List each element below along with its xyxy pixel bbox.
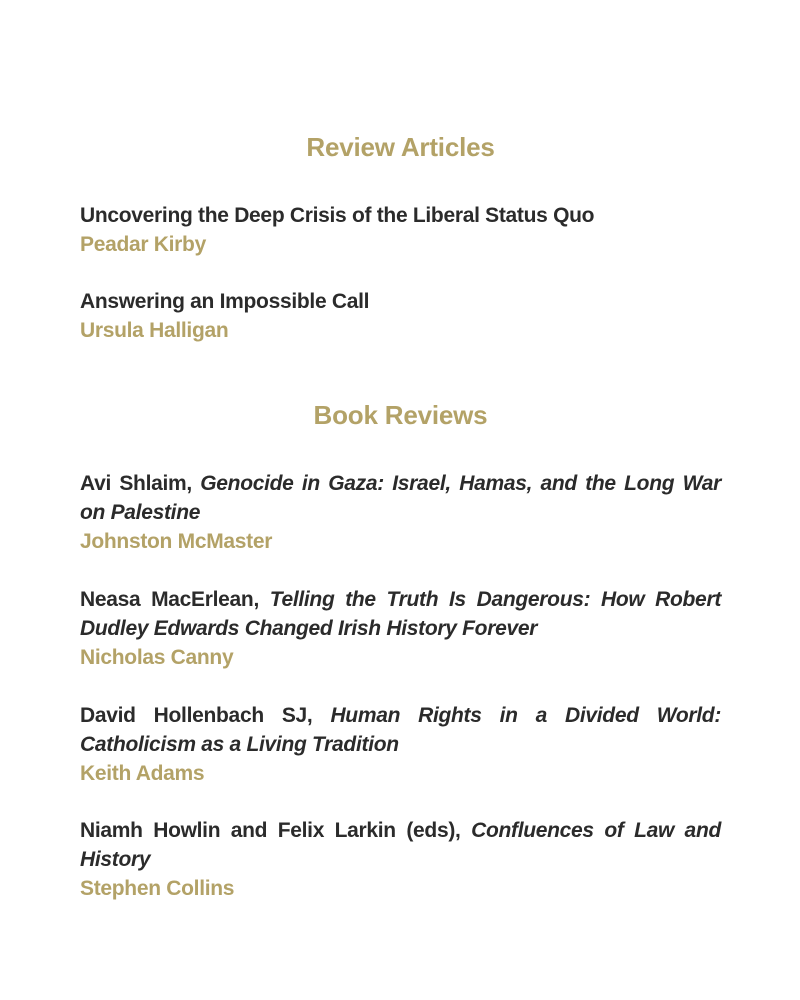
reviewer-name: Keith Adams — [80, 762, 205, 785]
section-heading-review-articles: Review Articles — [306, 132, 495, 162]
book-review-title[interactable] — [80, 469, 721, 527]
book-title: Confluences of Law and History — [80, 819, 721, 871]
reviewer-name: Stephen Collins — [80, 877, 235, 900]
review-article-entry[interactable] — [80, 201, 721, 259]
book-review-entry[interactable] — [80, 469, 721, 556]
book-review-title[interactable] — [80, 585, 721, 643]
book-author: Niamh Howlin and Felix Larkin (eds), — [80, 819, 472, 842]
book-title: Genocide in Gaza: Israel, Hamas, and the Long War on Palestine — [80, 472, 721, 524]
book-review-title[interactable] — [80, 816, 721, 874]
article-title[interactable]: Uncovering the Deep Crisis of the Liberal Status Quo — [80, 204, 595, 227]
book-author: Neasa MacErlean, — [80, 588, 270, 611]
reviewer-name: Johnston McMaster — [80, 530, 273, 553]
article-author: Ursula Halligan — [80, 319, 229, 342]
article-author: Peadar Kirby — [80, 233, 206, 256]
book-review-entry[interactable] — [80, 585, 721, 672]
section-heading-book-reviews: Book Reviews — [313, 400, 488, 430]
article-title[interactable]: Answering an Impossible Call — [80, 290, 370, 313]
book-author: Avi Shlaim, — [80, 472, 201, 495]
reviewer-name: Nicholas Canny — [80, 646, 234, 669]
book-review-title[interactable] — [80, 701, 721, 759]
book-title: Telling the Truth Is Dangerous: How Robert Dudley Edwards Changed Irish History Forever — [80, 588, 722, 640]
review-article-entry[interactable] — [80, 287, 721, 345]
book-author: David Hollenbach SJ, — [80, 704, 331, 727]
book-review-entry[interactable] — [80, 816, 721, 903]
book-title: Human Rights in a Divided World: Catholicism as a Living Tradition — [80, 704, 722, 756]
book-review-entry[interactable] — [80, 701, 721, 788]
